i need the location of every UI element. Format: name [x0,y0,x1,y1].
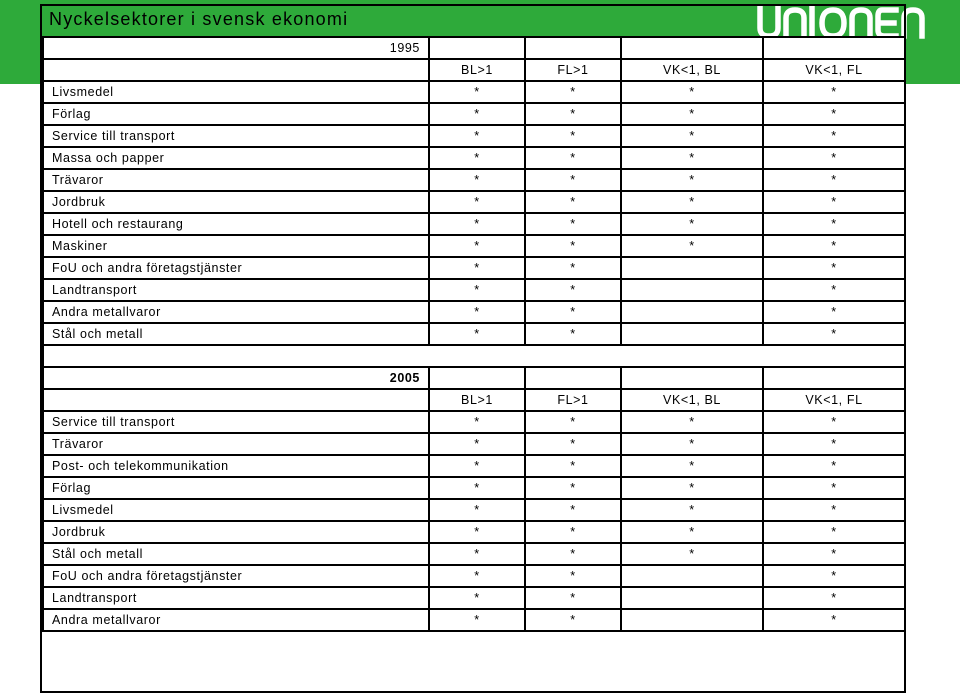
mark-fl-gt-1: * [525,147,621,169]
mark-vk-lt-1-bl [621,279,763,301]
empty-cell [429,367,525,389]
sector-name: Massa och papper [43,147,429,169]
sector-name: Stål och metall [43,543,429,565]
sector-name: Andra metallvaror [43,609,429,631]
mark-bl-gt-1: * [429,521,525,543]
table-row [43,609,905,631]
header-vk-lt-1-bl: VK<1, BL [621,389,763,411]
sector-name: Stål och metall [43,323,429,345]
mark-vk-lt-1-fl: * [763,235,905,257]
header-bl-gt-1: BL>1 [429,389,525,411]
mark-vk-lt-1-bl: * [621,411,763,433]
table-row [43,587,905,609]
year-1995-row [43,37,905,59]
mark-fl-gt-1: * [525,433,621,455]
mark-bl-gt-1: * [429,499,525,521]
year-2005-header-row [43,389,905,411]
mark-fl-gt-1: * [525,323,621,345]
mark-vk-lt-1-fl: * [763,81,905,103]
mark-fl-gt-1: * [525,499,621,521]
mark-vk-lt-1-fl: * [763,301,905,323]
sector-name: Service till transport [43,411,429,433]
mark-vk-lt-1-bl: * [621,235,763,257]
table-row [43,301,905,323]
mark-fl-gt-1: * [525,169,621,191]
year-1995-header-row [43,59,905,81]
table-row [43,455,905,477]
section-spacer [43,345,905,367]
header-fl-gt-1: FL>1 [525,389,621,411]
mark-vk-lt-1-bl: * [621,455,763,477]
page-title: Nyckelsektorer i svensk ekonomi [49,9,349,29]
table-row [43,147,905,169]
mark-bl-gt-1: * [429,235,525,257]
table-row [43,323,905,345]
mark-vk-lt-1-fl: * [763,125,905,147]
mark-fl-gt-1: * [525,103,621,125]
mark-vk-lt-1-fl: * [763,213,905,235]
mark-fl-gt-1: * [525,81,621,103]
mark-bl-gt-1: * [429,81,525,103]
sector-name: Hotell och restaurang [43,213,429,235]
mark-fl-gt-1: * [525,235,621,257]
mark-bl-gt-1: * [429,565,525,587]
header-blank [43,389,429,411]
mark-vk-lt-1-bl: * [621,191,763,213]
table-row [43,477,905,499]
mark-fl-gt-1: * [525,565,621,587]
mark-vk-lt-1-fl: * [763,411,905,433]
sector-name: Trävaror [43,169,429,191]
mark-vk-lt-1-bl: * [621,125,763,147]
sector-name: FoU och andra företagstjänster [43,257,429,279]
table-row [43,411,905,433]
table-row [43,81,905,103]
sector-name: Jordbruk [43,191,429,213]
mark-bl-gt-1: * [429,609,525,631]
sector-name: Landtransport [43,587,429,609]
mark-vk-lt-1-fl: * [763,169,905,191]
mark-bl-gt-1: * [429,323,525,345]
mark-vk-lt-1-bl: * [621,521,763,543]
mark-fl-gt-1: * [525,411,621,433]
sector-name: Förlag [43,103,429,125]
empty-cell [763,37,905,59]
mark-bl-gt-1: * [429,147,525,169]
mark-fl-gt-1: * [525,257,621,279]
mark-bl-gt-1: * [429,191,525,213]
mark-bl-gt-1: * [429,257,525,279]
mark-fl-gt-1: * [525,125,621,147]
mark-vk-lt-1-fl: * [763,543,905,565]
mark-vk-lt-1-bl: * [621,477,763,499]
empty-cell [429,37,525,59]
sector-name: FoU och andra företagstjänster [43,565,429,587]
year-1995-label: 1995 [43,37,429,59]
table-row [43,279,905,301]
empty-cell [525,37,621,59]
table-row [43,191,905,213]
mark-bl-gt-1: * [429,543,525,565]
mark-fl-gt-1: * [525,521,621,543]
mark-vk-lt-1-fl: * [763,103,905,125]
empty-cell [525,367,621,389]
mark-bl-gt-1: * [429,411,525,433]
mark-vk-lt-1-bl: * [621,433,763,455]
mark-bl-gt-1: * [429,301,525,323]
mark-bl-gt-1: * [429,477,525,499]
mark-vk-lt-1-bl [621,323,763,345]
mark-bl-gt-1: * [429,169,525,191]
header-vk-lt-1-fl: VK<1, FL [763,389,905,411]
mark-fl-gt-1: * [525,455,621,477]
mark-vk-lt-1-fl: * [763,587,905,609]
sector-name: Maskiner [43,235,429,257]
mark-vk-lt-1-bl: * [621,169,763,191]
mark-vk-lt-1-bl: * [621,213,763,235]
mark-bl-gt-1: * [429,455,525,477]
empty-cell [621,37,763,59]
spacer-cell [43,345,905,367]
table-row [43,235,905,257]
mark-vk-lt-1-bl: * [621,81,763,103]
sector-name: Andra metallvaror [43,301,429,323]
sector-name: Post- och telekommunikation [43,455,429,477]
mark-vk-lt-1-bl [621,587,763,609]
mark-vk-lt-1-fl: * [763,191,905,213]
mark-vk-lt-1-bl [621,301,763,323]
mark-bl-gt-1: * [429,103,525,125]
header-vk-lt-1-fl: VK<1, FL [763,59,905,81]
mark-vk-lt-1-fl: * [763,279,905,301]
table-row [43,257,905,279]
mark-vk-lt-1-fl: * [763,455,905,477]
header-fl-gt-1: FL>1 [525,59,621,81]
table-row [43,103,905,125]
mark-vk-lt-1-fl: * [763,433,905,455]
sector-table [42,36,906,632]
year-2005-label: 2005 [43,367,429,389]
mark-vk-lt-1-bl [621,565,763,587]
header-bl-gt-1: BL>1 [429,59,525,81]
mark-bl-gt-1: * [429,587,525,609]
mark-vk-lt-1-bl [621,609,763,631]
empty-cell [621,367,763,389]
table-row [43,565,905,587]
table-row [43,125,905,147]
sector-name: Service till transport [43,125,429,147]
sector-name: Jordbruk [43,521,429,543]
mark-vk-lt-1-fl: * [763,565,905,587]
mark-vk-lt-1-fl: * [763,477,905,499]
mark-fl-gt-1: * [525,301,621,323]
mark-bl-gt-1: * [429,433,525,455]
table-row [43,521,905,543]
mark-vk-lt-1-bl: * [621,543,763,565]
mark-fl-gt-1: * [525,587,621,609]
mark-fl-gt-1: * [525,213,621,235]
mark-fl-gt-1: * [525,477,621,499]
mark-vk-lt-1-bl: * [621,499,763,521]
header-vk-lt-1-bl: VK<1, BL [621,59,763,81]
mark-vk-lt-1-fl: * [763,323,905,345]
mark-vk-lt-1-bl: * [621,147,763,169]
sector-name: Förlag [43,477,429,499]
table-row [43,433,905,455]
mark-fl-gt-1: * [525,191,621,213]
mark-vk-lt-1-bl: * [621,103,763,125]
sector-name: Livsmedel [43,499,429,521]
table-row [43,543,905,565]
mark-vk-lt-1-fl: * [763,609,905,631]
mark-vk-lt-1-fl: * [763,521,905,543]
mark-bl-gt-1: * [429,213,525,235]
table-row [43,213,905,235]
mark-vk-lt-1-fl: * [763,257,905,279]
table-row [43,169,905,191]
mark-fl-gt-1: * [525,543,621,565]
year-2005-row [43,367,905,389]
sector-name: Landtransport [43,279,429,301]
mark-vk-lt-1-fl: * [763,147,905,169]
mark-bl-gt-1: * [429,125,525,147]
mark-vk-lt-1-fl: * [763,499,905,521]
empty-cell [763,367,905,389]
mark-bl-gt-1: * [429,279,525,301]
header-blank [43,59,429,81]
mark-vk-lt-1-bl [621,257,763,279]
table-row [43,499,905,521]
mark-fl-gt-1: * [525,279,621,301]
mark-fl-gt-1: * [525,609,621,631]
sector-name: Livsmedel [43,81,429,103]
sector-name: Trävaror [43,433,429,455]
